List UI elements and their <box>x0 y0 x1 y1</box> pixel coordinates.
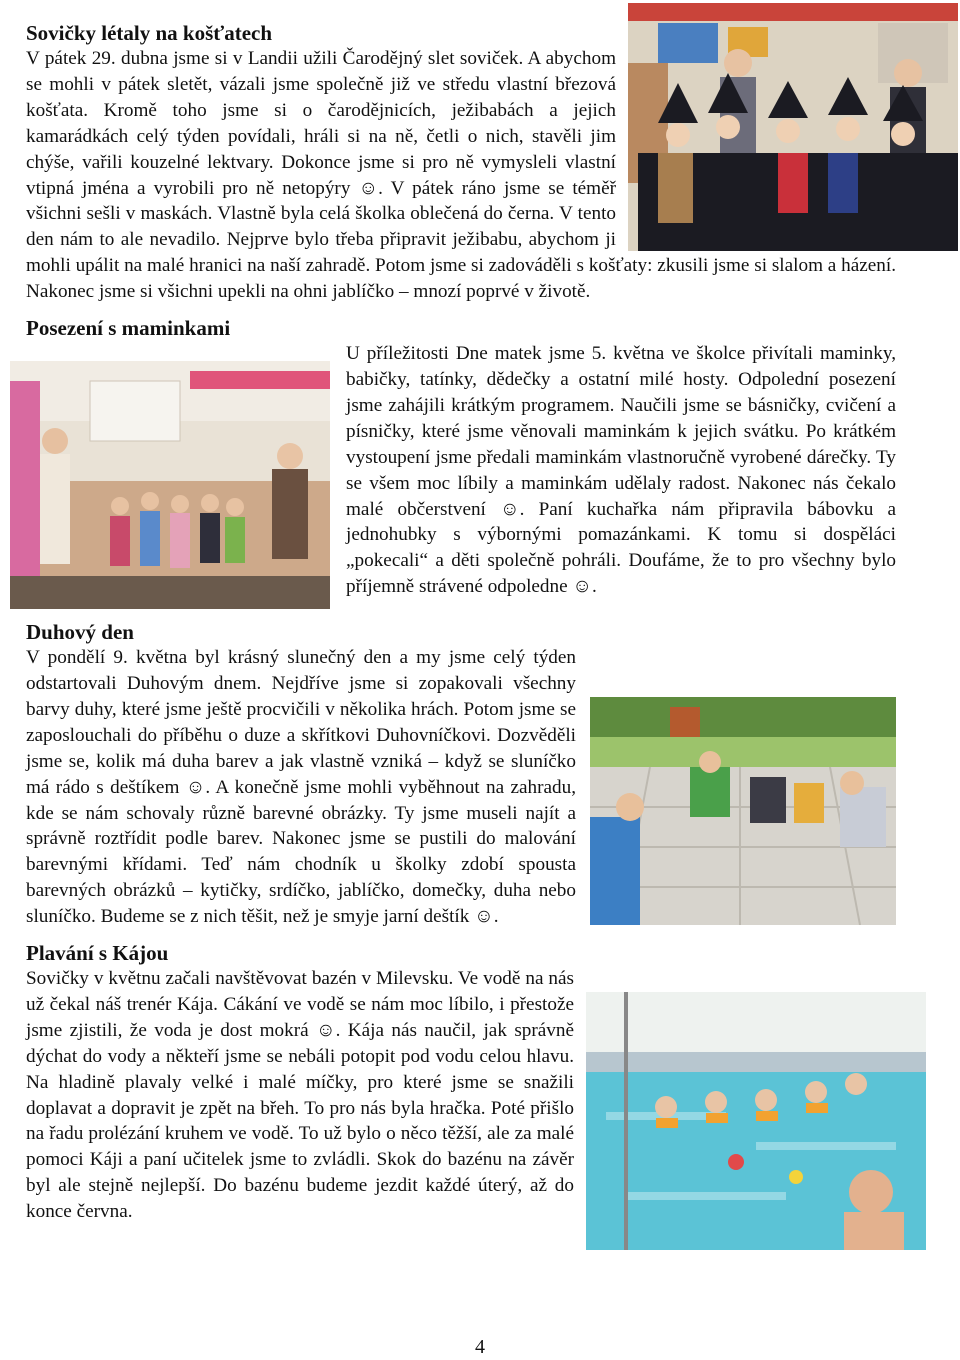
section-title: Plavání s Kájou <box>26 941 169 966</box>
page-number: 4 <box>475 1336 485 1358</box>
section-body: Sovičky v květnu začali navštěvovat bazén v Milevsku. Ve vodě na nás už čekal náš trenér Kája. Cákání ve vodě se nám moc líbilo, i přestože jsme zjistili, že voda je dost mokrá ☺. Kája nás naučil, jak správně dýchat do vody a někteří jsme se nebáli potopit pod vodu celou hlavu. Na hladině plavaly velké i malé míčky, pro které jsme se snažili doplavat a dopravit je zpět na břeh. To pro nás byla hračka. Poté přišlo na řadu prolézání kruhem ve vodě. To už bylo o něco těžší, ale za malé pomoci Káji a paní učitelek jsme to zvládli. Skok do bazénu na závěr byl ale stejně nejlepší. Do bazénu budeme jezdit každé úterý, až do konce června. <box>26 968 574 1223</box>
section-body: V pátek 29. dubna jsme si v Landii užili Čarodějný slet soviček. A abychom se mohli v pátek sletět, vázali jsme společně již ve středu vlastní březová košťata. Kromě toho jsme si o čarodějnicích, ježibabách a jejich kamarádkách celý týden povídali, hráli si na ně, četli o nich, stavěli jim chýše, vařili kouzelné lektvary. Dokonce jsme si pro ně vymysleli vlastní vtipná jména a vyrobili pro ně netopýry ☺. V pátek ráno jsme se téměř všichni sešli v maskách. Vlastně byla celá školka oblečená do černa. V tento den nám to ale nevadilo. Nejprve bylo třeba připravit ježibabu, abychom ji mohli upálit na malé hranici na naší zahradě. Potom jsme si zadováděli s košťaty: zkusili jsme si slalom a házení. Nakonec jsme si všichni upekli na ohni jablíčko – mnozí poprvé v životě. <box>26 48 896 303</box>
section-rainbow-day <box>26 619 896 930</box>
section-body: U příležitosti Dne matek jsme 5. května ve školce přivítali maminky, babičky, tatínky, dědečky a ostatní milé hosty. Odpolední posezení jsme zahájili krátkým programem. Naučili jsme se básničky, cvičení a písničky, které jsme věnovali maminkám k jejich svátku. Po krátkém vystoupení jsme předali maminkám vlastnoručně vyrobené dárečky. Ty se všem moc líbily a maminkám udělaly radost. Nakonec nás čekalo malé občerstvení ☺. Paní kuchařka nám připravila bábovku a jednohubky s výbornými pomazánkami. K tomu si dospěláci „pokecali“ a děti společně pohráli. Doufáme, že to pro všechny bylo příjemně strávené odpoledne ☺. <box>346 343 896 598</box>
photo-chalk-drawing <box>590 697 896 925</box>
section-body: V pondělí 9. května byl krásný slunečný den a my jsme celý týden odstartovali Duhovým dnem. Nejdříve jsme si zopakovali všechny barvy duhy, které jsme ještě procvičili v několika hrách. Potom jsme se zaposlouchali do příběhu o duze a skřítkovi Duhovníčkovi. Dozvěděli jsme se, kolik má duha barev a jak vlastně vzniká – když se sluníčko má rádo s deštíkem ☺. A konečně jsme mohli vyběhnout na zahradu, kde se nám schovaly různě barevné obrázky. Ty jsme museli najít a správně roztřídit podle barev. Nakonec jsme se pustili do malování barevnými křídami. Teď nám chodník u školky zdobí spousta barevných obrázků – kytičky, srdíčko, jablíčko, domečky, duha nebo sluníčko. Budeme se z nich těšit, než je smyje jarní deštík ☺. <box>26 647 576 928</box>
section-title: Sovičky létaly na košťatech <box>26 21 273 45</box>
section-mothers-day <box>26 315 896 600</box>
newsletter-page <box>26 20 896 1250</box>
section-title: Duhový den <box>26 620 134 645</box>
section-title: Posezení s maminkami <box>26 316 231 341</box>
photo-mothers-day-performance <box>10 361 330 609</box>
section-witches <box>26 20 896 305</box>
photo-swimming-pool <box>586 992 926 1250</box>
section-swimming <box>26 940 896 1225</box>
photo-witch-costumes <box>628 3 958 251</box>
